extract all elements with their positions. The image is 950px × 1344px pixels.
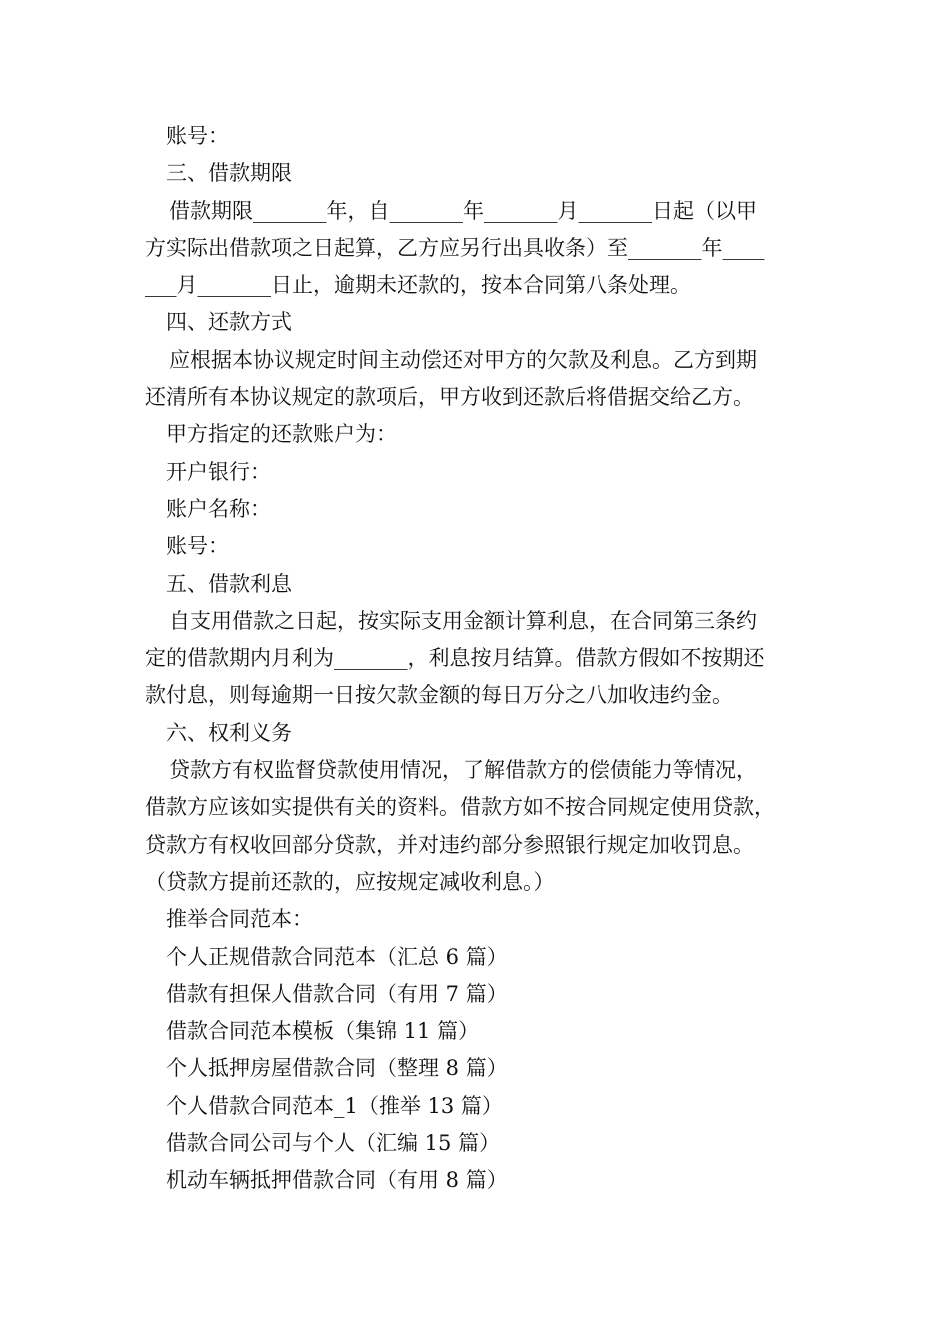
paragraph-line: 应根据本协议规定时间主动偿还对甲方的欠款及利息。乙方到期: [169, 347, 757, 372]
paragraph-line: 贷款方有权收回部分贷款，并对违约部分参照银行规定加收罚息。: [145, 832, 754, 857]
paragraph-line: 借款期限_______年，自_______年_______月_______日起（以甲: [169, 198, 757, 223]
recommended-template-item: 借款合同范本模板（集锦 11 篇）: [166, 1019, 480, 1044]
section-heading-repayment: 四、还款方式: [166, 310, 292, 335]
paragraph-line: 借款方应该如实提供有关的资料。借款方如不按合同规定使用贷款，: [145, 795, 775, 820]
recommended-template-item: 个人抵押房屋借款合同（整理 8 篇）: [166, 1056, 508, 1081]
section-heading-loan-term: 三、借款期限: [166, 161, 292, 186]
repayment-account-label: 甲方指定的还款账户为：: [166, 422, 397, 447]
recommended-template-item: 机动车辆抵押借款合同（有用 8 篇）: [166, 1168, 508, 1193]
recommended-templates-heading: 推举合同范本：: [166, 907, 313, 932]
paragraph-line: 方实际出借款项之日起算，乙方应另行出具收条）至_______年____: [145, 235, 765, 260]
recommended-template-item: 借款有担保人借款合同（有用 7 篇）: [166, 981, 508, 1006]
paragraph-line: （贷款方提前还款的，应按规定减收利息。）: [145, 869, 555, 894]
account-number-label: 账号：: [166, 124, 229, 148]
recommended-template-item: 个人正规借款合同范本（汇总 6 篇）: [166, 944, 508, 969]
account-name-label: 账户名称：: [166, 496, 271, 521]
recommended-template-item: 个人借款合同范本_1（推举 13 篇）: [166, 1093, 503, 1118]
account-number-label: 账号：: [166, 534, 229, 559]
paragraph-line: 还清所有本协议规定的款项后，甲方收到还款后将借据交给乙方。: [145, 385, 754, 410]
section-heading-interest: 五、借款利息: [166, 571, 292, 596]
document-body: [145, 118, 815, 1200]
paragraph-line: 贷款方有权监督贷款使用情况，了解借款方的偿债能力等情况，: [169, 758, 757, 783]
paragraph-line: 自支用借款之日起，按实际支用金额计算利息，在合同第三条约: [169, 608, 757, 633]
paragraph-line: ___月_______日止，逾期未还款的，按本合同第八条处理。: [145, 273, 691, 298]
paragraph-line: 定的借款期内月利为_______，利息按月结算。借款方假如不按期还: [145, 646, 765, 671]
recommended-template-item: 借款合同公司与个人（汇编 15 篇）: [166, 1131, 501, 1156]
section-heading-rights: 六、权利义务: [166, 720, 292, 745]
paragraph-line: 款付息，则每逾期一日按欠款金额的每日万分之八加收违约金。: [145, 683, 733, 708]
bank-label: 开户银行：: [166, 459, 271, 484]
